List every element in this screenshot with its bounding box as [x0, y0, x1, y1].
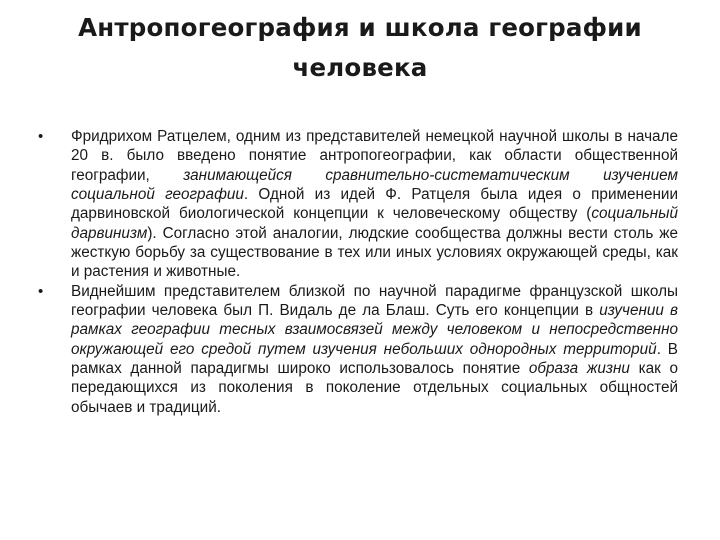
slide-title-line-2: человека	[292, 53, 428, 82]
slide-title-line-1: Антропогеография и школа географии	[78, 13, 642, 42]
italic-text-segment: социальный дарвинизм	[71, 205, 678, 242]
bullet-icon: •	[38, 282, 44, 300]
text-segment: Фридрихом Ратцелем, одним из представителей немецкой научной школы в начале 20 в. было введено понятие антропогеографии, как области общественной географии,	[71, 128, 678, 184]
text-segment: как о передающихся из поколения в поколение отдельных социальных общностей обычаев и традиций.	[71, 360, 678, 416]
text-segment: ). Согласно этой аналогии, людские сообщества должны вести столь же жесткую борьбу за существование в тех или иных условиях окружающей среды, как и растения и животные.	[71, 224, 678, 281]
bullet-icon: •	[38, 128, 44, 145]
text-segment: . Одной из идей Ф. Ратцеля была идея о применении дарвиновской биологической концепции к человеческому обществу (	[71, 186, 678, 223]
bullet-item	[38, 282, 678, 417]
text-segment: Виднейшим представителем близкой по научной парадигме французской школы географии человека был П. Видаль де ла Блаш. Суть его концепции в	[71, 282, 678, 320]
slide-title	[60, 8, 660, 88]
italic-text-segment: изучении в рамках географии тесных взаимосвязей между человеком и непосредственно окружающей его средой путем изучения небольших однородных территорий	[71, 302, 678, 358]
italic-text-segment: образа жизни	[528, 360, 630, 378]
text-segment: . В рамках данной парадигмы широко использовалось понятие	[71, 340, 679, 378]
bullet-text	[71, 127, 678, 282]
italic-text-segment: занимающейся сравнительно-систематическим изучением социальной географии	[71, 166, 678, 204]
bullet-text	[71, 282, 678, 417]
bullet-list	[38, 127, 678, 417]
bullet-item	[38, 127, 678, 282]
